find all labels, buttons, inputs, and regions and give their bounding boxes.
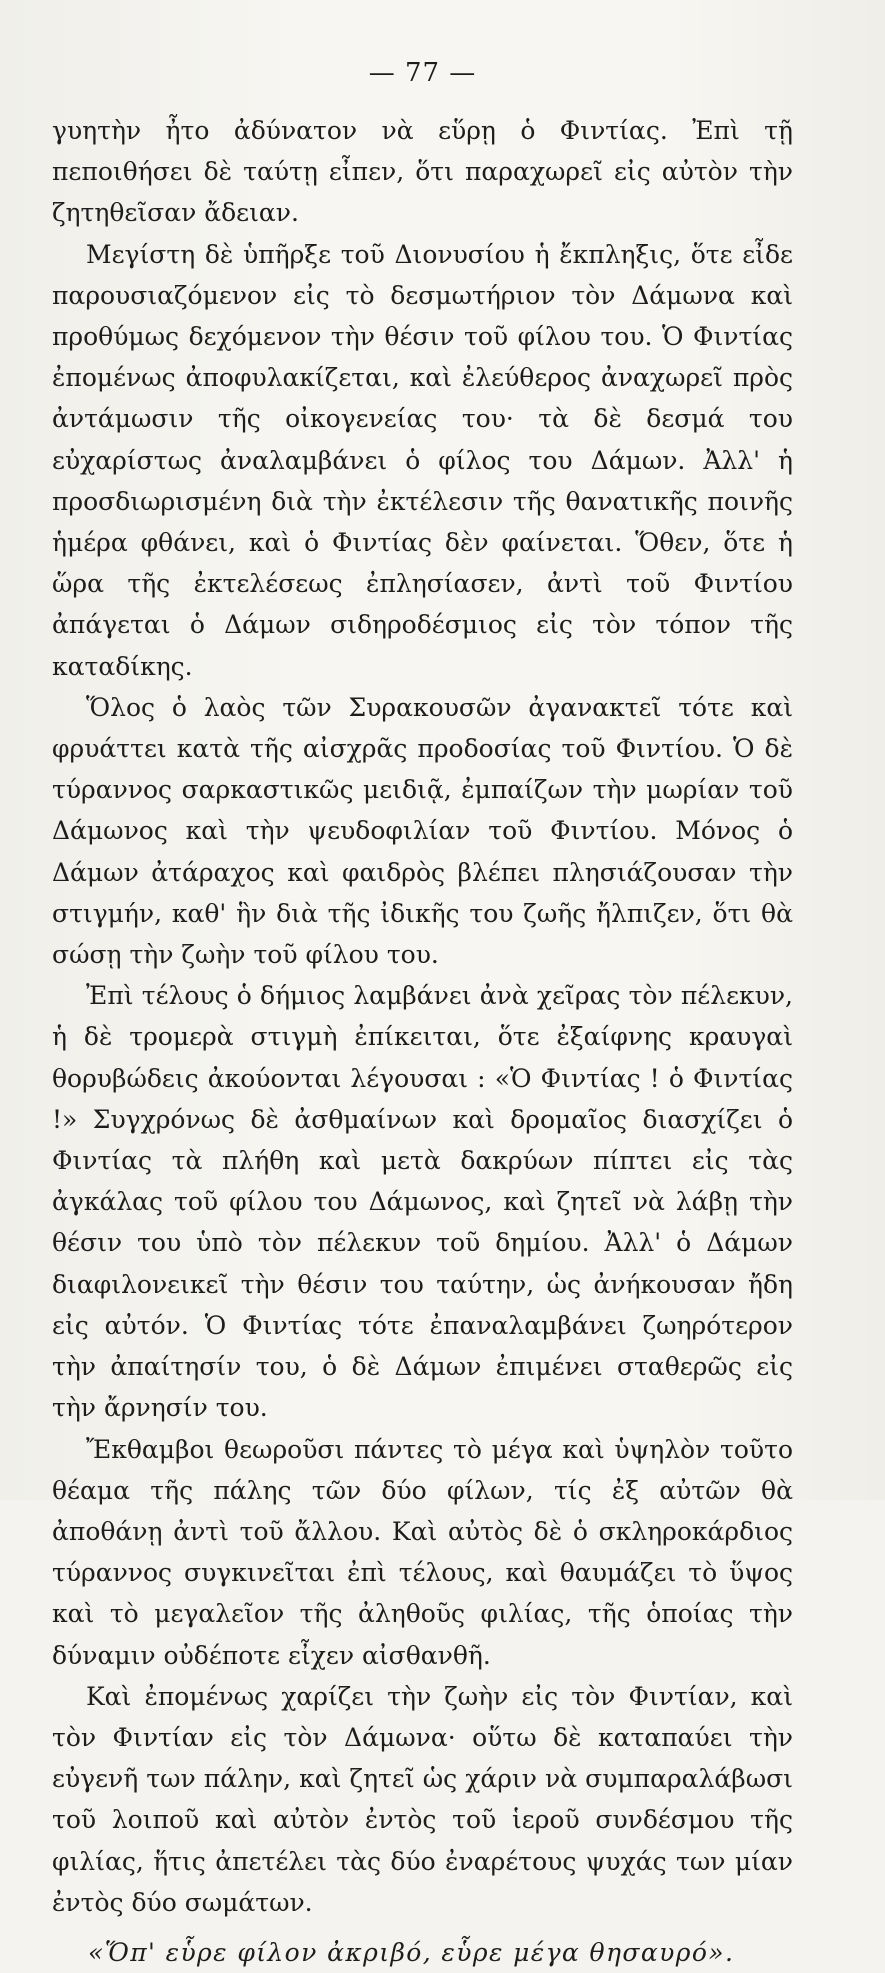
paragraph: Ὅλος ὁ λαὸς τῶν Συρακουσῶν ἀγανακτεῖ τότε καὶ φρυάττει κατὰ τῆς αἰσχρᾶς προδοσίας τοῦ Φιντίου. Ὁ δὲ τύραννος σαρκαστικῶς μειδιᾷ, ἐμπαίζων τὴν μωρίαν τοῦ Δάμωνος καὶ τὴν ψευδοφιλίαν τοῦ Φιντίου. Μόνος ὁ Δάμων ἀτάραχος καὶ φαιδρὸς βλέπει πλησιάζουσαν τὴν στιγμήν, καθ' ἣν διὰ τῆς ἰδικῆς του ζωῆς ἤλπιζεν, ὅτι θὰ σώσῃ τὴν ζωὴν τοῦ φίλου του. (52, 692, 793, 970)
paragraph: Μεγίστη δὲ ὑπῆρξε τοῦ Διονυσίου ἡ ἔκπληξις, ὅτε εἶδε παρουσιαζόμενον εἰς τὸ δεσμωτήριον τὸν Δάμωνα καὶ προθύμως δεχόμενον τὴν θέσιν τοῦ φίλου του. Ὁ Φιντίας ἐπομένως ἀποφυλακίζεται, καὶ ἐλεύθερος ἀναχωρεῖ πρὸς ἀντάμωσιν τῆς οἰκογενείας του· τὰ δὲ δεσμά του εὐχαρίστως ἀναλαμβάνει ὁ φίλος του Δάμων. Ἀλλ' ἡ προσδιωρισμένη διὰ τὴν ἐκτέλεσιν τῆς θανατικῆς ποινῆς ἡμέρα φθάνει, καὶ ὁ Φιντίας δὲν φαίνεται. Ὅθεν, ὅτε ἡ ὥρα τῆς ἐκτελέσεως ἐπλησίασεν, ἀντὶ τοῦ Φιντίου ἀπάγεται ὁ Δάμων σιδηροδέσμιος εἰς τὸν τόπον τῆς καταδίκης. (52, 239, 793, 681)
paragraph: γυητὴν ἦτο ἀδύνατον νὰ εὕρῃ ὁ Φιντίας. Ἐπὶ τῇ πεποιθήσει δὲ ταύτῃ εἶπεν, ὅτι παραχωρεῖ εἰς αὐτὸν τὴν ζητηθεῖσαν ἄδειαν. (52, 116, 793, 228)
paragraph: Ἔκθαμβοι θεωροῦσι πάντες τὸ μέγα καὶ ὑψηλὸν τοῦτο θέαμα τῆς πάλης τῶν δύο φίλων, τίς ἐξ αὐτῶν θὰ ἀποθάνῃ ἀντὶ τοῦ ἄλλου. Καὶ αὐτὸς δὲ ὁ σκληροκάρδιος τύραννος συγκινεῖται ἐπὶ τέλους, καὶ θαυμάζει τὸ ὕψος καὶ τὸ μεγαλεῖον τῆς ἀληθοῦς φιλίας, τῆς ὁποίας τὴν δύναμιν οὐδέποτε εἶχεν αἰσθανθῆ. (52, 1434, 793, 1670)
closing-motto: «Ὅπ' εὗρε φίλον ἀκριβό, εὗρε μέγα θησαυρό». (88, 1937, 735, 1967)
body-text (52, 110, 793, 1923)
page-number: — 77 — (368, 58, 477, 88)
paragraph: Καὶ ἐπομένως χαρίζει τὴν ζωὴν εἰς τὸν Φιντίαν, καὶ τὸν Φιντίαν εἰς τὸν Δάμωνα· οὕτω δὲ καταπαύει τὴν εὐγενῆ των πάλην, καὶ ζητεῖ ὡς χάριν νὰ συμπαραλάβωσι τοῦ λοιποῦ καὶ αὐτὸν ἐντὸς τοῦ ἱεροῦ συνδέσμου τῆς φιλίας, ἥτις ἀπετέλει τὰς δύο ἐναρέτους ψυχάς των μίαν ἐντὸς δύο σωμάτων. (52, 1681, 793, 1917)
paragraph: Ἐπὶ τέλους ὁ δήμιος λαμβάνει ἀνὰ χεῖρας τὸν πέλεκυν, ἡ δὲ τρομερὰ στιγμὴ ἐπίκειται, ὅτε ἐξαίφνης κραυγαὶ θορυβώδεις ἀκούονται λέγουσαι : «Ὁ Φιντίας ! ὁ Φιντίας !» Συγχρόνως δὲ ἀσθμαίνων καὶ δρομαῖος διασχίζει ὁ Φιντίας τὰ πλήθη καὶ μετὰ δακρύων πίπτει εἰς τὰς ἀγκάλας τοῦ φίλου του Δάμωνος, καὶ ζητεῖ νὰ λάβῃ τὴν θέσιν του ὑπὸ τὸν πέλεκυν τοῦ δημίου. Ἀλλ' ὁ Δάμων διαφιλονεικεῖ τὴν θέσιν του ταύτην, ὡς ἀνήκουσαν ἤδη εἰς αὐτόν. Ὁ Φιντίας τότε ἐπαναλαμβάνει ζωηρότερον τὴν ἀπαίτησίν του, ὁ δὲ Δάμων ἐπιμένει σταθερῶς εἰς τὴν ἄρνησίν του. (52, 981, 793, 1423)
